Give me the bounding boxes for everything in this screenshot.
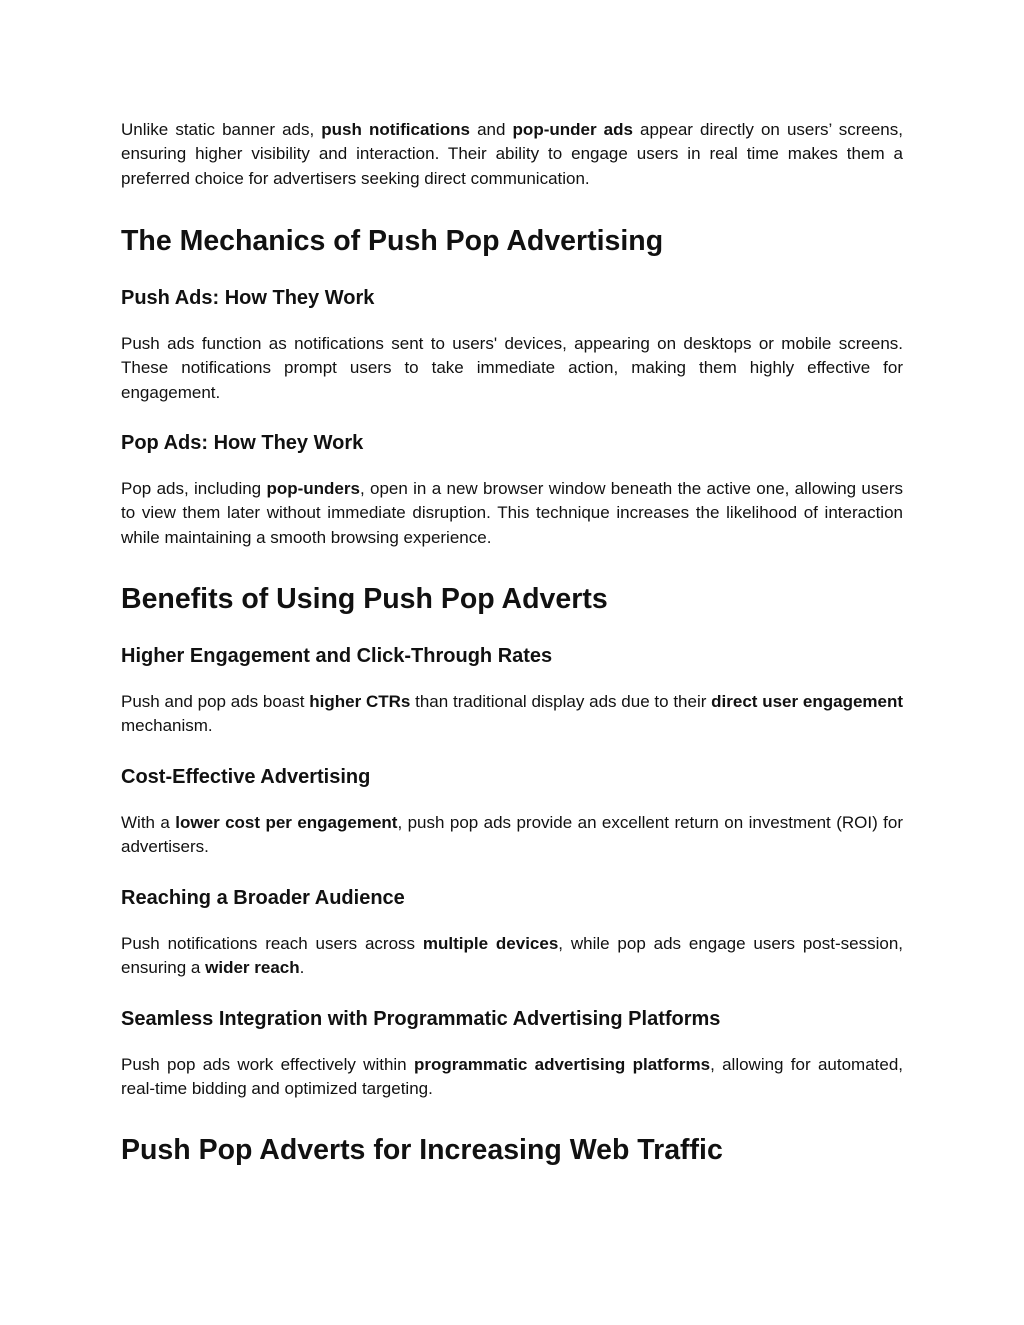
paragraph <box>121 690 903 739</box>
paragraph <box>121 811 903 860</box>
intro-section <box>121 118 903 191</box>
text-run: , allowing for automated, real-time bidding and optimized targeting. <box>121 1055 903 1099</box>
section-heading: Benefits of Using Push Pop Adverts <box>121 583 608 615</box>
subsection-heading: Push Ads: How They Work <box>121 287 375 309</box>
subsection-heading: Cost-Effective Advertising <box>121 766 371 788</box>
text-run: Unlike static banner ads, <box>121 120 322 139</box>
text-run: than traditional display ads due to their <box>410 692 712 711</box>
subsection-heading: Reaching a Broader Audience <box>121 887 405 909</box>
bold-run: lower cost per engagement <box>175 813 398 832</box>
paragraph <box>121 477 903 550</box>
bold-run: higher CTRs <box>309 692 411 711</box>
text-run: . <box>299 958 305 978</box>
engagement-subsection <box>121 643 903 669</box>
audience-body <box>121 932 903 981</box>
paragraph: Push ads function as notifications sent to users' devices, appearing on desktops or mobile screens. These notifications prompt users to take immediate action, making them highly effective for engagement. <box>121 334 903 402</box>
bold-run: direct user engagement <box>711 692 904 711</box>
paragraph <box>121 932 903 981</box>
push-ads-subsection <box>121 285 903 311</box>
bold-run: wider reach <box>205 958 300 978</box>
text-run: , push pop ads provide an excellent return on investment (ROI) for advertisers. <box>121 813 903 857</box>
bold-run: pop-unders <box>266 479 360 498</box>
cost-body <box>121 811 903 860</box>
bold-run: multiple devices <box>422 934 559 953</box>
integration-subsection <box>121 1006 903 1032</box>
traffic-section <box>121 1132 903 1168</box>
subsection-heading: Seamless Integration with Programmatic Advertising Platforms <box>121 1008 721 1030</box>
text-run: and <box>470 120 513 139</box>
section-heading: Push Pop Adverts for Increasing Web Traffic <box>121 1134 723 1166</box>
text-run: , while pop ads engage users post-session, ensuring a <box>121 934 903 978</box>
subsection-heading: Higher Engagement and Click-Through Rates <box>121 645 553 667</box>
bold-run: programmatic advertising platforms <box>413 1055 711 1074</box>
intro-paragraph <box>121 118 903 191</box>
text-run: appear directly on users’ screens, ensuring higher visibility and interaction. Their ability to engage users in real time makes them a preferred choice for advertisers seeking direct communication. <box>121 120 903 188</box>
pop-ads-body <box>121 477 903 550</box>
text-run: Push notifications reach users across <box>121 934 423 953</box>
integration-body <box>121 1053 903 1102</box>
cost-subsection <box>121 764 903 790</box>
bold-run: push notifications <box>321 120 471 139</box>
mechanics-section <box>121 223 903 259</box>
audience-subsection <box>121 885 903 911</box>
text-run: With a <box>121 813 176 832</box>
push-ads-body <box>121 332 903 405</box>
section-heading: The Mechanics of Push Pop Advertising <box>121 225 664 257</box>
text-run: , open in a new browser window beneath the active one, allowing users to view them later without immediate disruption. This technique increases the likelihood of interaction while maintaining a smooth browsing experience. <box>121 479 904 547</box>
text-run: Push and pop ads boast <box>121 692 310 711</box>
paragraph <box>121 1053 903 1102</box>
subsection-heading: Pop Ads: How They Work <box>121 432 364 454</box>
text-run: mechanism. <box>121 716 213 736</box>
benefits-section <box>121 581 903 617</box>
engagement-body <box>121 690 903 739</box>
bold-run: pop-under ads <box>512 120 633 139</box>
pop-ads-subsection <box>121 430 903 456</box>
text-run: Push pop ads work effectively within <box>121 1055 414 1074</box>
text-run: Pop ads, including <box>121 479 267 498</box>
